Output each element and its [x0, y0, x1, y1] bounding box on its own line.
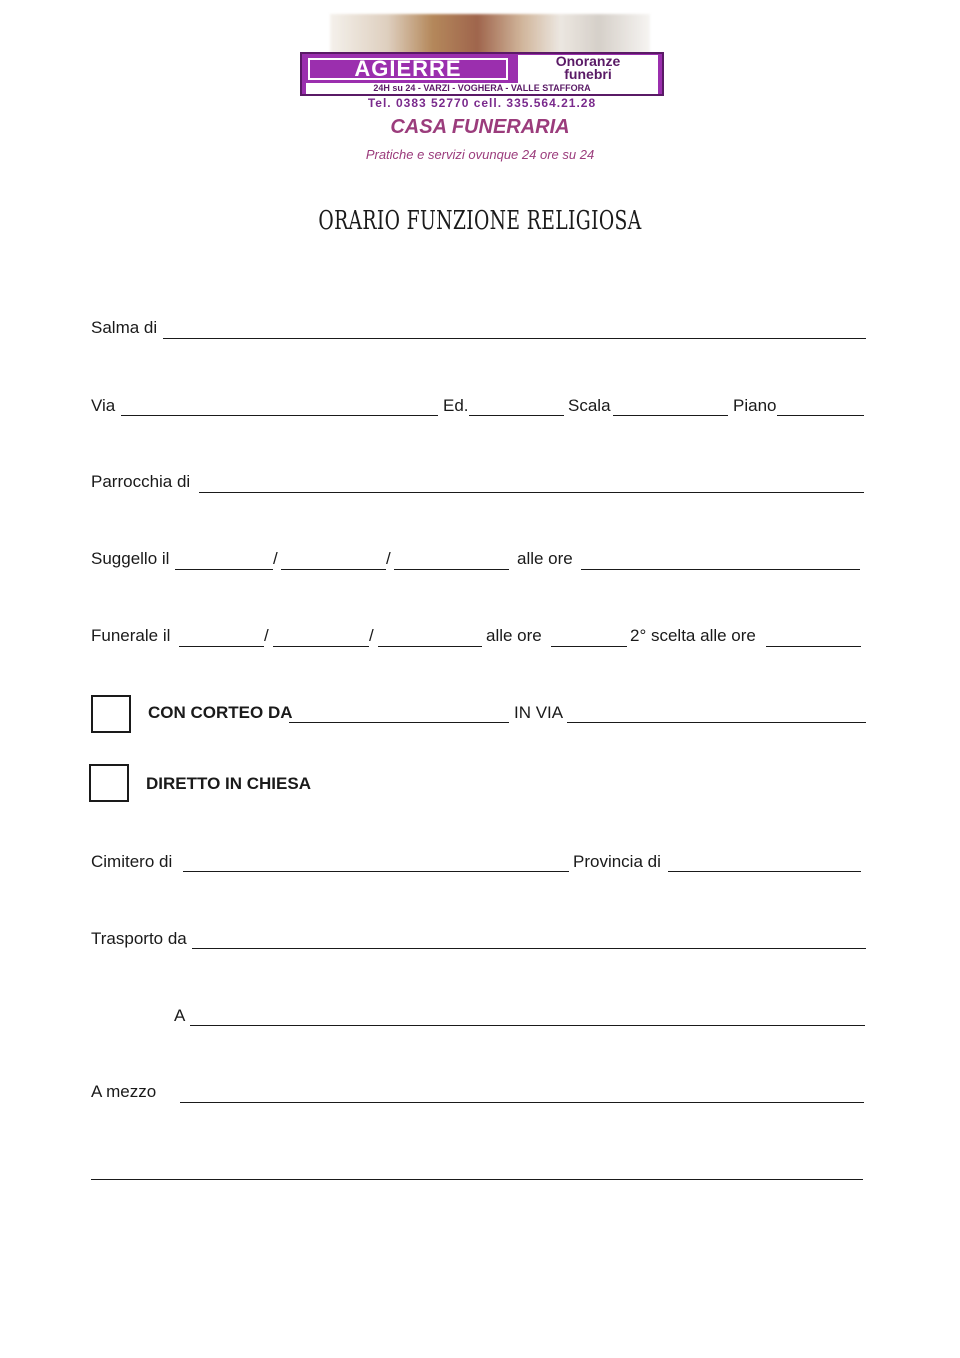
ed-label: Ed. [443, 396, 469, 415]
funerale-label: Funerale il [91, 626, 171, 645]
seconda-scelta-field[interactable] [766, 646, 861, 647]
company-logo [300, 14, 666, 112]
slash: / [369, 626, 374, 645]
parrocchia-field[interactable] [199, 492, 864, 493]
funerale-ore-field[interactable] [551, 646, 627, 647]
slash: / [264, 626, 269, 645]
corteo-da-field[interactable] [289, 722, 509, 723]
a-label: A [174, 1006, 186, 1025]
scala-label: Scala [568, 396, 611, 415]
suggello-ore-field[interactable] [581, 569, 860, 570]
via-label: Via [91, 396, 116, 415]
extra-notes-field[interactable] [91, 1179, 863, 1180]
parrocchia-label: Parrocchia di [91, 472, 191, 491]
trasporto-label: Trasporto da [91, 929, 187, 948]
con-corteo-checkbox[interactable] [91, 695, 131, 733]
slogan: Pratiche e servizi ovunque 24 ore su 24 [365, 147, 595, 162]
funerale-year-field[interactable] [378, 646, 482, 647]
logo-area: 24H su 24 - VARZI - VOGHERA - VALLE STAFFORA [306, 83, 658, 94]
diretto-chiesa-checkbox[interactable] [89, 764, 129, 802]
diretto-chiesa-label: DIRETTO IN CHIESA [146, 774, 311, 793]
suggello-day-field[interactable] [175, 569, 273, 570]
in-via-label: IN VIA [514, 703, 564, 722]
a-mezzo-field[interactable] [180, 1102, 864, 1103]
piano-label: Piano [733, 396, 777, 415]
corteo-via-field[interactable] [567, 722, 866, 723]
logo-onoranze: Onoranze [555, 53, 621, 69]
suggello-month-field[interactable] [281, 569, 386, 570]
page-title: ORARIO FUNZIONE RELIGIOSA [318, 206, 642, 236]
casa-funeraria-heading: CASA FUNERARIA [390, 116, 570, 138]
con-corteo-label: CON CORTEO DA [148, 703, 293, 722]
logo-tagline [518, 55, 658, 85]
trasporto-a-field[interactable] [190, 1025, 865, 1026]
suggello-year-field[interactable] [394, 569, 509, 570]
seconda-scelta-label: 2° scelta alle ore [630, 626, 756, 645]
slash: / [273, 549, 278, 568]
logo-funebri: funebri [564, 66, 612, 82]
funerale-month-field[interactable] [273, 646, 369, 647]
suggello-label: Suggello il [91, 549, 170, 568]
logo-brand: AGIERRE [308, 58, 508, 80]
salma-field[interactable] [163, 338, 866, 339]
via-field[interactable] [121, 415, 438, 416]
provincia-field[interactable] [668, 871, 861, 872]
scala-field[interactable] [613, 415, 728, 416]
slash: / [386, 549, 391, 568]
logo-phone: Tel. 0383 52770 cell. 335.564.21.28 [367, 96, 597, 110]
cimitero-label: Cimitero di [91, 852, 173, 871]
provincia-label: Provincia di [573, 852, 661, 871]
ed-field[interactable] [469, 415, 564, 416]
funerale-ore-label: alle ore [486, 626, 542, 645]
suggello-ore-label: alle ore [517, 549, 573, 568]
trasporto-da-field[interactable] [192, 948, 866, 949]
funerale-day-field[interactable] [179, 646, 264, 647]
salma-label: Salma di [91, 318, 158, 337]
cimitero-field[interactable] [183, 871, 569, 872]
a-mezzo-label: A mezzo [91, 1082, 157, 1101]
piano-field[interactable] [777, 415, 864, 416]
logo-band [300, 52, 664, 96]
